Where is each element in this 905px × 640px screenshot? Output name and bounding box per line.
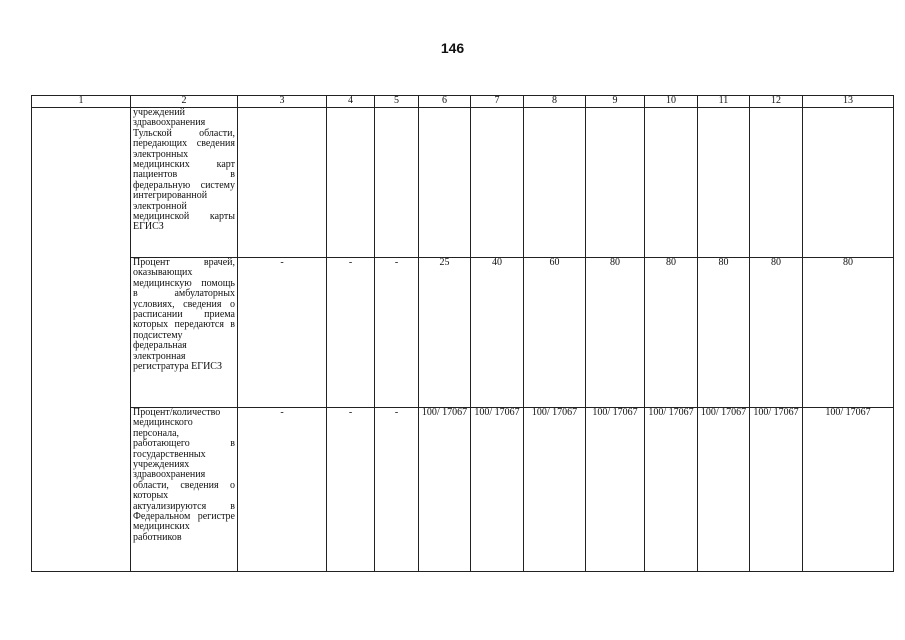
column-header: 11 xyxy=(698,96,750,108)
column-header: 13 xyxy=(803,96,894,108)
indicator-description: учреждений здравоохранения Тульской области, передающих сведения электронных медицинских карт пациентов в федеральную систему интегрированной электронной медицинской карты ЕГИСЗ xyxy=(131,108,238,258)
table-cell: 100/ 17067 xyxy=(645,408,698,572)
table-cell xyxy=(803,108,894,258)
table-cell: 100/ 17067 xyxy=(803,408,894,572)
table-cell xyxy=(471,108,524,258)
column-header: 3 xyxy=(238,96,327,108)
table-cell xyxy=(375,108,419,258)
table-cell xyxy=(524,108,586,258)
indicator-description: Процент врачей, оказывающих медицинскую помощь в амбулаторных условиях, сведения о расписании приема которых передаются в подсистему федеральная электронная регистратура ЕГИСЗ xyxy=(131,258,238,408)
table-cell xyxy=(645,108,698,258)
table-cell: - xyxy=(375,258,419,408)
table-cell: - xyxy=(375,408,419,572)
column-header: 10 xyxy=(645,96,698,108)
table-cell: 80 xyxy=(586,258,645,408)
table-cell: 100/ 17067 xyxy=(471,408,524,572)
table-cell xyxy=(32,108,131,572)
table-cell xyxy=(698,108,750,258)
table-cell: 60 xyxy=(524,258,586,408)
table-cell: 100/ 17067 xyxy=(586,408,645,572)
table-cell: 80 xyxy=(645,258,698,408)
table-cell xyxy=(419,108,471,258)
table-row xyxy=(32,108,894,258)
table-cell xyxy=(238,108,327,258)
table-cell xyxy=(327,108,375,258)
table-cell xyxy=(750,108,803,258)
table-cell: 40 xyxy=(471,258,524,408)
table-cell: 80 xyxy=(698,258,750,408)
indicator-table xyxy=(31,95,894,572)
column-header: 12 xyxy=(750,96,803,108)
table-cell: 100/ 17067 xyxy=(698,408,750,572)
table-cell: 25 xyxy=(419,258,471,408)
column-header: 7 xyxy=(471,96,524,108)
table-cell: 80 xyxy=(750,258,803,408)
table-cell xyxy=(586,108,645,258)
column-header: 6 xyxy=(419,96,471,108)
table-cell: - xyxy=(238,258,327,408)
table-cell: 100/ 17067 xyxy=(750,408,803,572)
header-row xyxy=(32,96,894,108)
column-header: 2 xyxy=(131,96,238,108)
table-cell: 100/ 17067 xyxy=(419,408,471,572)
column-header: 4 xyxy=(327,96,375,108)
column-header: 8 xyxy=(524,96,586,108)
column-header: 5 xyxy=(375,96,419,108)
table-row xyxy=(32,258,894,408)
column-header: 1 xyxy=(32,96,131,108)
indicator-description: Процент/количество медицинского персонала, работающего в государственных учреждениях здравоохранения области, сведения о которых актуализируются в Федеральном регистре медицинских работников xyxy=(131,408,238,572)
table-row xyxy=(32,408,894,572)
table-cell: - xyxy=(238,408,327,572)
table-cell: - xyxy=(327,408,375,572)
table-cell: 100/ 17067 xyxy=(524,408,586,572)
column-header: 9 xyxy=(586,96,645,108)
page-number: 146 xyxy=(440,40,465,56)
table-cell: 80 xyxy=(803,258,894,408)
table-cell: - xyxy=(327,258,375,408)
